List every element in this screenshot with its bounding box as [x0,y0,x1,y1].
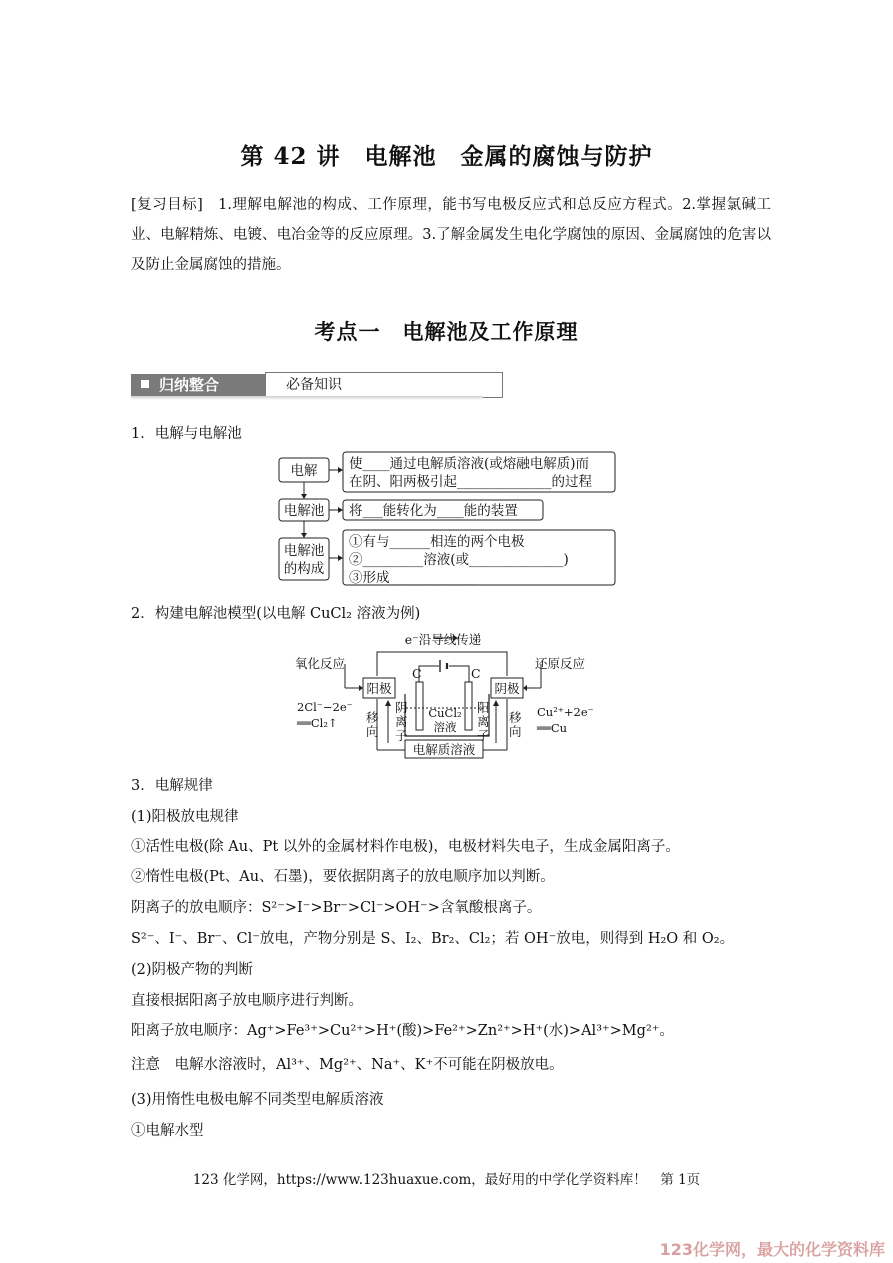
electron-label: e⁻沿导线传递 [404,632,482,647]
section-title: 考点一 电解池及工作原理 [314,319,579,344]
label-gouc-1: 电解池 [283,543,325,559]
cation-1: 阳 [477,700,490,715]
band-shadow [131,396,483,400]
cation-2: 离 [477,714,490,729]
def-dianjiechi: 将___能转化为____能的装置 [349,503,518,519]
electrode-left-label: C [412,666,422,681]
rule-line: 阴离子的放电顺序：S²⁻>I⁻>Br⁻>Cl⁻>OH⁻>含氧酸根离子。 [131,900,542,916]
anode-eq-2: ══Cl₂↑ [297,716,338,730]
solution-label-1: CuCl₂ [428,706,462,720]
electrode-right-label: C [471,666,481,681]
anion-3: 子 [395,728,408,743]
move-right-1: 移 [509,710,522,725]
anode-label: 阳极 [366,681,392,696]
label-gouc-2: 的构成 [283,561,325,577]
label-dianjiechi: 电解池 [283,503,325,519]
review-goals [131,190,771,280]
electrolysis-cell-diagram [293,628,623,763]
rule-line: (3)用惰性电极电解不同类型电解质溶液 [131,1092,384,1108]
section-band [131,372,483,400]
electrode-left [416,682,423,730]
page-footer: 123 化学网，https://www.123huaxue.com，最好用的中学化学资料库！ 第 1页 [192,1172,701,1188]
rule-line: S²⁻、I⁻、Br⁻、Cl⁻放电，产物分别是 S、I₂、Br₂、Cl₂；若 OH⁻放电，则得到 H₂O 和 O₂。 [131,931,735,947]
item1-heading: 1．电解与电解池 [131,426,242,442]
rule-line: ①活性电极(除 Au、Pt 以外的金属材料作电极)，电极材料失电子，生成金属阳离子。 [131,839,680,855]
anion-1: 阴 [395,700,408,715]
cation-3: 子 [477,728,490,743]
move-left-1: 移 [366,710,379,725]
solution-label-2: 溶液 [433,720,457,734]
def-dianjie-2: 在阴、阳两极引起______________的过程 [349,474,592,490]
rule-line: ②惰性电极(Pt、Au、石墨)，要依据阴离子的放电顺序加以判断。 [131,869,555,885]
concept-diagram [275,448,620,588]
goals-label: [复习目标] [131,197,203,213]
rule-line: ①电解水型 [131,1123,204,1139]
rule-line: 直接根据阳离子放电顺序进行判断。 [131,993,363,1009]
rule-line: 注意 电解水溶液时，Al³⁺、Mg²⁺、Na⁺、K⁺不可能在阴极放电。 [131,1057,564,1073]
goals-text: 1.理解电解池的构成、工作原理，能书写电极反应式和总反应方程式。2.掌握氯碱工业、电解精炼、电镀、电冶金等的反应原理。3.了解金属发生电化学腐蚀的原因、金属腐蚀的危害以及防止金属腐蚀的措施。 [131,197,771,273]
band-right-label: 必备知识 [286,377,342,393]
band-left-label: 归纳整合 [159,376,220,394]
gouc-3: ③形成_____________ [349,570,478,586]
reduction-label: 还原反应 [535,656,586,671]
anode-eq-1: 2Cl⁻−2e⁻ [297,700,353,714]
gouc-2: ②_________溶液(或______________) [349,552,569,568]
rule-line: 阳离子放电顺序：Ag⁺>Fe³⁺>Cu²⁺>H⁺(酸)>Fe²⁺>Zn²⁺>H⁺(水)>Al³⁺>Mg²⁺。 [131,1023,674,1039]
band-left [131,374,265,396]
square-icon [141,380,149,388]
band-right [265,372,503,398]
page-title: 第 42 讲 电解池 金属的腐蚀与防护 [240,143,653,170]
anion-2: 离 [395,714,408,729]
electrolyte-label: 电解质溶液 [412,742,476,757]
item2-heading: 2．构建电解池模型(以电解 CuCl₂ 溶液为例) [131,606,421,622]
cathode-eq-1: Cu²⁺+2e⁻ [537,705,594,719]
oxidation-label: 氧化反应 [295,656,346,671]
electrode-right [465,682,472,730]
label-dianjie: 电解 [290,463,318,479]
gouc-1: ①有与______相连的两个电极 [349,534,525,550]
def-dianjie-1: 使____通过电解质溶液(或熔融电解质)而 [349,456,590,472]
rule-line: (1)阳极放电规律 [131,809,239,825]
cathode-eq-2: ══Cu [537,721,568,735]
cathode-label: 阴极 [494,681,520,696]
watermark: 123化学网，最大的化学资料库 [659,1240,885,1259]
item3-heading: 3．电解规律 [131,778,213,794]
rule-line: (2)阴极产物的判断 [131,962,254,978]
move-right-2: 向 [509,724,522,739]
move-left-2: 向 [366,724,379,739]
